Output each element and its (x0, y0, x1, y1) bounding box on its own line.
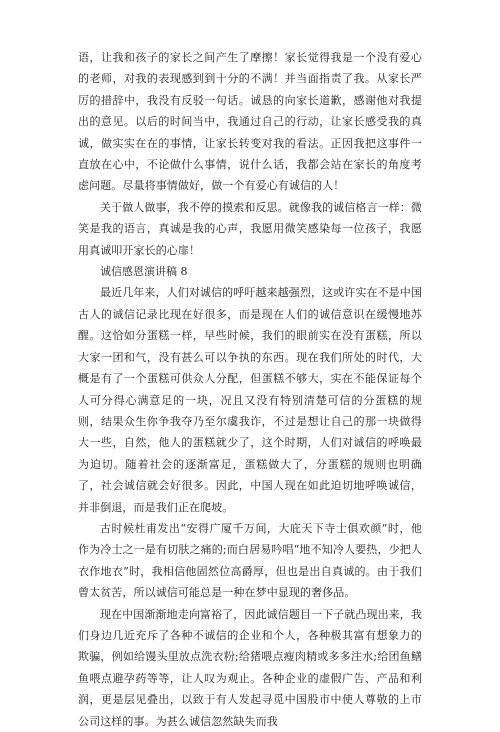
section-heading: 诚信感恩演讲稿 8 (100, 265, 188, 279)
document-page (78, 47, 422, 732)
paragraph-integrity-motto: 关于做人做事，我不停的摸索和反思。就像我的诚信格言一样：微笑是我的语言，真诚是我的心声，我愿用微笑感染每一位孩子，我愿用真诚叩开家长的心扉！ (78, 200, 422, 257)
paragraph-integrity-crisis: 现在中国渐渐地走向富裕了，因此诚信题目一下子就凸现出来，我们身边几近充斥了各种不诚信的企业和个人，各种极其富有想象力的欺骗，例如给馒头里放点洗衣粉;给猪喂点瘦肉精或多多注水;给团鱼鳝鱼喂点避孕药等等，让人叹为观止。各种企业的虚假广告、产品和利润，更是层见叠出，以致于有人发起寻觅中国股市中使人尊敬的上市公司这样的事。为甚么诚信忽然缺失而我 (78, 607, 422, 728)
paragraph-cake-analogy: 最近几年来，人们对诚信的呼吁越来越强烈，这或许实在不是中国古人的诚信记录比现在好很多，而是现在人们的诚信意识在缓慢地苏醒。这恰如分蛋糕一样，早些时候，我们的眼前实在没有蛋糕，所以大家一团和气，没有甚么可以争执的东西。现在我们所处的时代，大概是有了一个蛋糕可供众人分配，但蛋糕不够大，实在不能保证每个人可分得心满意足的一块，况且又没有特别清楚可信的分蛋糕的规则，结果众生你争我夺乃至尔虞我诈，不过是想让自己的那一块做得大一些，自然，他人的蛋糕就少了，这个时期，人们对诚信的呼唤最为迫切。随着社会的逐渐富足，蛋糕做大了，分蛋糕的规则也明确了，社会诚信就会好很多。因此，中国人现在如此迫切地呼唤诚信，并非倒退，而是我们正在爬坡。 (78, 286, 422, 514)
paragraph-du-fu-bai-juyi: 古时候杜甫发出“安得广厦千万间，大庇天下寺士俱欢颜”时，他作为冷士之一是有切肤之痛的;而白居易吟唱“地不知冷人要热，少把人衣作地衣”时，我相信他固然位高爵厚，但也是出自真诚的。由于我们曾太贫苦，所以诚信可能总是一种在梦中显现的奢侈品。 (78, 521, 422, 600)
paragraph-parent-conflict: 语，让我和孩子的家长之间产生了摩擦！家长觉得我是一个没有爱心的老师，对我的表现感到到十分的不满！并当面指责了我。从家长严厉的措辞中，我没有反驳一句话。诚恳的向家长道歉，感谢他对我提出的意见。以后的时间当中，我通过自己的行动，让家长感受我的真诚，做实实在在的事情，让家长转变对我的看法。正因我把这事件一直放在心中，不论做什么事情，说什么话，我都会站在家长的角度考虑问题。尽量将事情做好，做一个有爱心有诚信的人！ (78, 51, 422, 193)
